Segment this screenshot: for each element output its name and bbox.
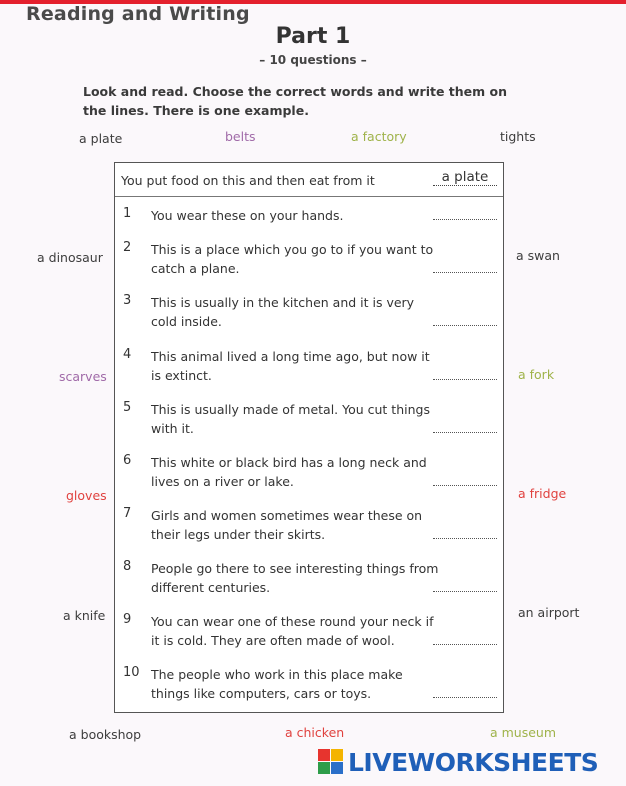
question-text: You can wear one of these round your neck if it is cold. They are often made of wool. xyxy=(151,614,434,648)
question-number: 2 xyxy=(123,240,132,255)
part-title: Part 1 xyxy=(275,24,351,49)
question-text: People go there to see interesting things from different centuries. xyxy=(151,561,439,595)
logo-mark-icon xyxy=(318,749,344,775)
word-bank-item: gloves xyxy=(66,488,107,503)
question-number: 4 xyxy=(123,347,132,362)
question-number: 7 xyxy=(123,506,132,521)
word-bank-item: a museum xyxy=(490,725,557,740)
answer-line[interactable] xyxy=(433,584,497,592)
example-answer: a plate xyxy=(433,169,497,186)
answer-line[interactable] xyxy=(433,690,497,698)
word-bank-item: a chicken xyxy=(285,725,345,740)
answer-line[interactable] xyxy=(433,318,497,326)
question-text: Girls and women sometimes wear these on their legs under their skirts. xyxy=(151,508,423,542)
question-text: The people who work in this place make things like computers, cars or toys. xyxy=(151,667,403,701)
example-question: You put food on this and then eat from it xyxy=(121,173,375,188)
question-number: 8 xyxy=(123,559,132,574)
answer-line[interactable] xyxy=(433,478,497,486)
instructions: Look and read. Choose the correct words and write them on the lines. There is one example. xyxy=(83,84,508,118)
question-number: 1 xyxy=(123,206,132,221)
question-number: 10 xyxy=(123,665,140,680)
section-title: Reading and Writing xyxy=(26,3,250,25)
word-bank-item: tights xyxy=(500,129,536,144)
word-bank-item: a bookshop xyxy=(69,727,142,742)
example-divider xyxy=(115,196,503,197)
question-text: This is usually in the kitchen and it is very cold inside. xyxy=(151,295,415,329)
answer-line[interactable] xyxy=(433,637,497,645)
word-bank-item: belts xyxy=(225,129,256,144)
answer-line[interactable] xyxy=(433,372,497,380)
word-bank-item: a factory xyxy=(351,129,407,144)
question-text: This is a place which you go to if you want to catch a plane. xyxy=(151,242,434,276)
word-bank-item: a knife xyxy=(63,608,106,623)
question-text: This is usually made of metal. You cut things with it. xyxy=(151,402,430,436)
logo-text: LIVEWORKSHEETS xyxy=(348,747,599,777)
answer-line[interactable] xyxy=(433,425,497,433)
question-text: This white or black bird has a long neck and lives on a river or lake. xyxy=(151,455,427,489)
question-box xyxy=(114,162,504,713)
answer-line[interactable] xyxy=(433,265,497,273)
question-number: 5 xyxy=(123,400,132,415)
answer-line[interactable] xyxy=(433,531,497,539)
question-number: 9 xyxy=(123,612,132,627)
question-text: This animal lived a long time ago, but now it is extinct. xyxy=(151,349,430,383)
word-bank-item: a plate xyxy=(79,131,123,146)
part-subtitle: – 10 questions – xyxy=(259,53,367,67)
word-bank-item: an airport xyxy=(518,605,580,620)
question-number: 3 xyxy=(123,293,132,308)
liveworksheets-logo xyxy=(318,747,598,777)
word-bank-item: a swan xyxy=(516,248,560,263)
question-text: You wear these on your hands. xyxy=(151,208,344,223)
word-bank-item: a dinosaur xyxy=(37,250,103,265)
word-bank-item: scarves xyxy=(59,369,107,384)
word-bank-item: a fork xyxy=(518,367,555,382)
question-number: 6 xyxy=(123,453,132,468)
answer-line[interactable] xyxy=(433,212,497,220)
word-bank-item: a fridge xyxy=(518,486,567,501)
